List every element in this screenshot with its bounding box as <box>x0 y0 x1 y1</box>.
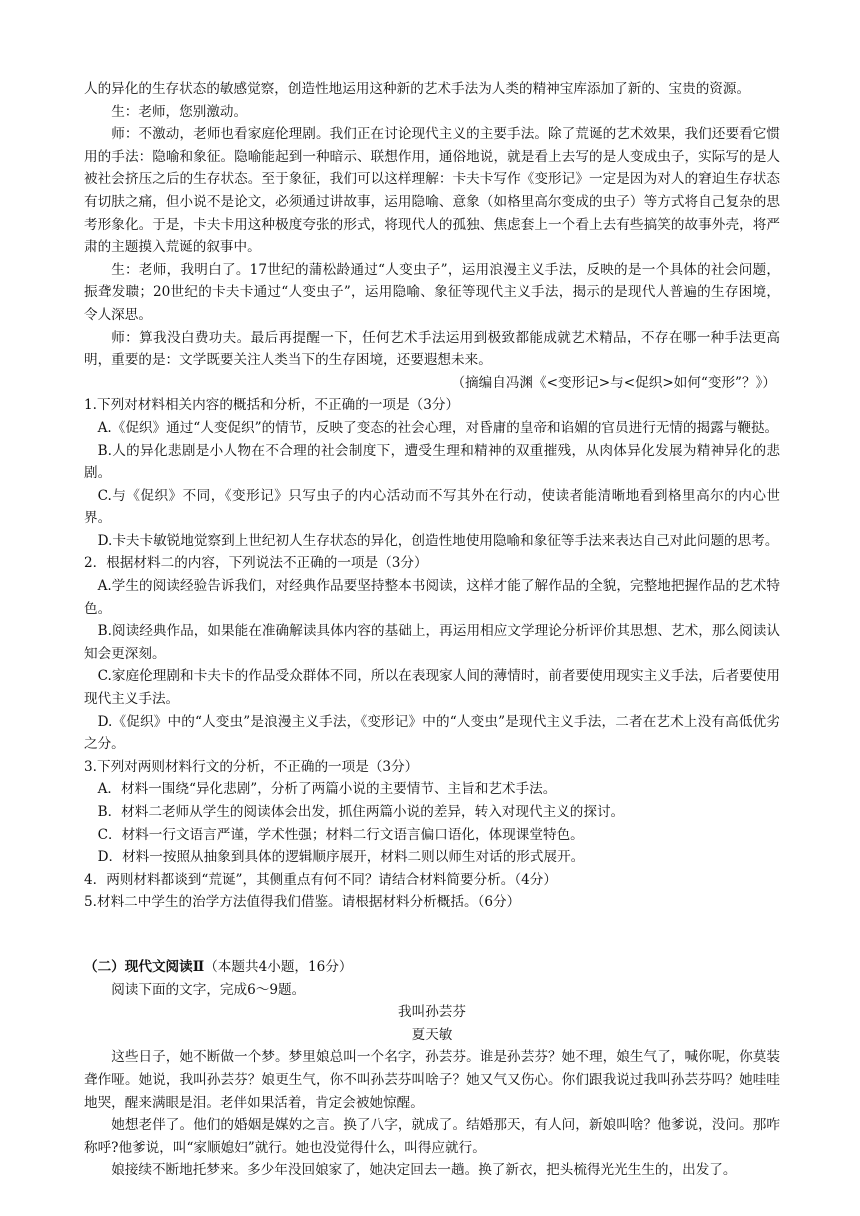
question-3-option-d: D．材料一按照从抽象到具体的逻辑顺序展开，材料二则以师生对话的形式展开。 <box>97 849 585 866</box>
dialogue-student: 生：老师，您别激动。 <box>111 103 248 120</box>
question-3-stem: 3.下列对两则材料行文的分析，不正确的一项是（3分） <box>84 758 419 775</box>
story-title: 我叫孙芸芬 <box>398 1004 466 1021</box>
question-2-option-b: B.阅读经典作品，如果能在准确解读具体内容的基础上，再运用相应文学理论分析评价其思想、艺术，那么阅读认知会更深刻。 <box>84 623 780 662</box>
question-5: 5.材料二中学生的治学方法值得我们借鉴。请根据材料分析概括。（6分） <box>84 894 521 911</box>
section-2-title: （二）现代文阅读Ⅱ <box>84 958 205 975</box>
question-1-option-b: B.人的异化悲剧是小人物在不合理的社会制度下，遭受生理和精神的双重摧残，从肉体异化发展为精神异化的悲剧。 <box>84 442 780 482</box>
question-2-option-a: A.学生的阅读经验告诉我们，对经典作品要坚持整本书阅读，这样才能了解作品的全貌，完整地把握作品的艺术特色。 <box>84 578 780 617</box>
question-2-option-c: C.家庭伦理剧和卡夫卡的作品受众群体不同，所以在表现家人间的薄情时，前者要使用现实主义手法，后者要使用现代主义手法。 <box>84 668 780 708</box>
question-3-option-a: A．材料一围绕“异化悲剧”，分析了两篇小说的主要情节、主旨和艺术手法。 <box>97 781 557 798</box>
story-paragraph: 这些日子，她不断做一个梦。梦里娘总叫一个名字，孙芸芬。谁是孙芸芬？她不理，娘生气了，喊你呢，你莫装聋作哑。她说，我叫孙芸芬？娘更生气，你不叫孙芸芬叫啥子？她又气又伤心。你们跟我说过我叫孙芸芬吗？她哇哇地哭，醒来满眼是泪。老伴如果活着，肯定会被她惊醒。 <box>84 1049 780 1111</box>
question-1-stem: 1.下列对材料相关内容的概括和分析，不正确的一项是（3分） <box>84 397 460 414</box>
story-paragraph: 娘接续不断地托梦来。多少年没回娘家了，她决定回去一趟。换了新衣，把头梳得光光生生的，出发了。 <box>111 1162 737 1179</box>
dialogue-teacher: 师：算我没白费功夫。最后再提醒一下，任何艺术手法运用到极致都能成就艺术精品，不存在哪一种手法更高明，重要的是：文学既要关注人类当下的生存困境，还要遐想未来。 <box>84 329 780 369</box>
source-citation: （摘编自冯渊《<变形记>与<促织>如何“变形”？》） <box>451 374 776 391</box>
section-2-instruction: 阅读下面的文字，完成6～9题。 <box>111 981 306 998</box>
question-1-option-d: D.卡夫卡敏锐地觉察到上世纪初人生存状态的异化，创造性地使用隐喻和象征等手法来表达自己对此问题的思考。 <box>97 532 779 549</box>
section-spacer <box>84 914 780 956</box>
section-2-heading <box>84 956 780 979</box>
question-3-option-c: C．材料一行文语言严谨，学术性强；材料二行文语言偏口语化，体现课堂特色。 <box>97 826 584 843</box>
question-1-option-a: A.《促织》通过“人变促织”的情节，反映了变态的社会心理，对昏庸的皇帝和谄媚的官员进行无情的揭露与鞭挞。 <box>97 419 779 436</box>
story-paragraph: 她想老伴了。他们的婚姻是媒妁之言。换了八字，就成了。结婚那天，有人问，新娘叫啥？他爹说，没问。那咋称呼?他爹说，叫“家顺媳妇”就行。她也没觉得什么，叫得应就行。 <box>84 1117 780 1156</box>
question-3-option-b: B．材料二老师从学生的阅读体会出发，抓住两篇小说的差异，转入对现代主义的探讨。 <box>97 804 625 820</box>
material-paragraph: 人的异化的生存状态的敏感觉察，创造性地运用这种新的艺术手法为人类的精神宝库添加了新的、宝贵的资源。 <box>84 81 751 97</box>
dialogue-teacher: 师：不激动，老师也看家庭伦理剧。我们正在讨论现代主义的主要手法。除了荒诞的艺术效果，我们还要看它惯用的手法：隐喻和象征。隐喻能起到一种暗示、联想作用，通俗地说，就是看上去写的是人变成虫子，实际写的是人被社会挤压之后的生存状态。至于象征，我们可以这样理解：卡夫卡写作《变形记》一定是因为对人的窘迫生存状态有切肤之痛，但小说不是论文，必须通过讲故事，运用隐喻、意象（如格里高尔变成的虫子）等方式将自己复杂的思考形象化。于是，卡夫卡用这种极度夸张的形式，将现代人的孤独、焦虑套上一个看上去有些搞笑的故事外壳，将严肃的主题摸入荒诞的叙事中。 <box>84 126 780 256</box>
section-2-note: （本题共4小题，16分） <box>204 958 353 975</box>
story-author: 夏天敏 <box>411 1026 453 1043</box>
question-4: 4．两则材料都谈到“荒诞”，其侧重点有何不同？请结合材料简要分析。（4分） <box>84 871 557 888</box>
question-2-option-d: D.《促织》中的“人变虫”是浪漫主义手法，《变形记》中的“人变虫”是现代主义手法，二者在艺术上没有高低优劣之分。 <box>84 713 780 753</box>
exam-page <box>84 78 780 1182</box>
question-1-option-c: C.与《促织》不同，《变形记》只写虫子的内心活动而不写其外在行动，使读者能清晰地看到格里高尔的内心世界。 <box>84 487 780 527</box>
dialogue-student: 生：老师，我明白了。17世纪的蒲松龄通过“人变虫子”，运用浪漫主义手法，反映的是一个具体的社会问题，振聋发聩；20世纪的卡夫卡通过“人变虫子”，运用隐喻、象征等现代主义手法，揭示的是现代人普遍的生存困境，令人深思。 <box>84 261 780 323</box>
question-2-stem: 2．根据材料二的内容，下列说法不正确的一项是（3分） <box>84 555 428 572</box>
